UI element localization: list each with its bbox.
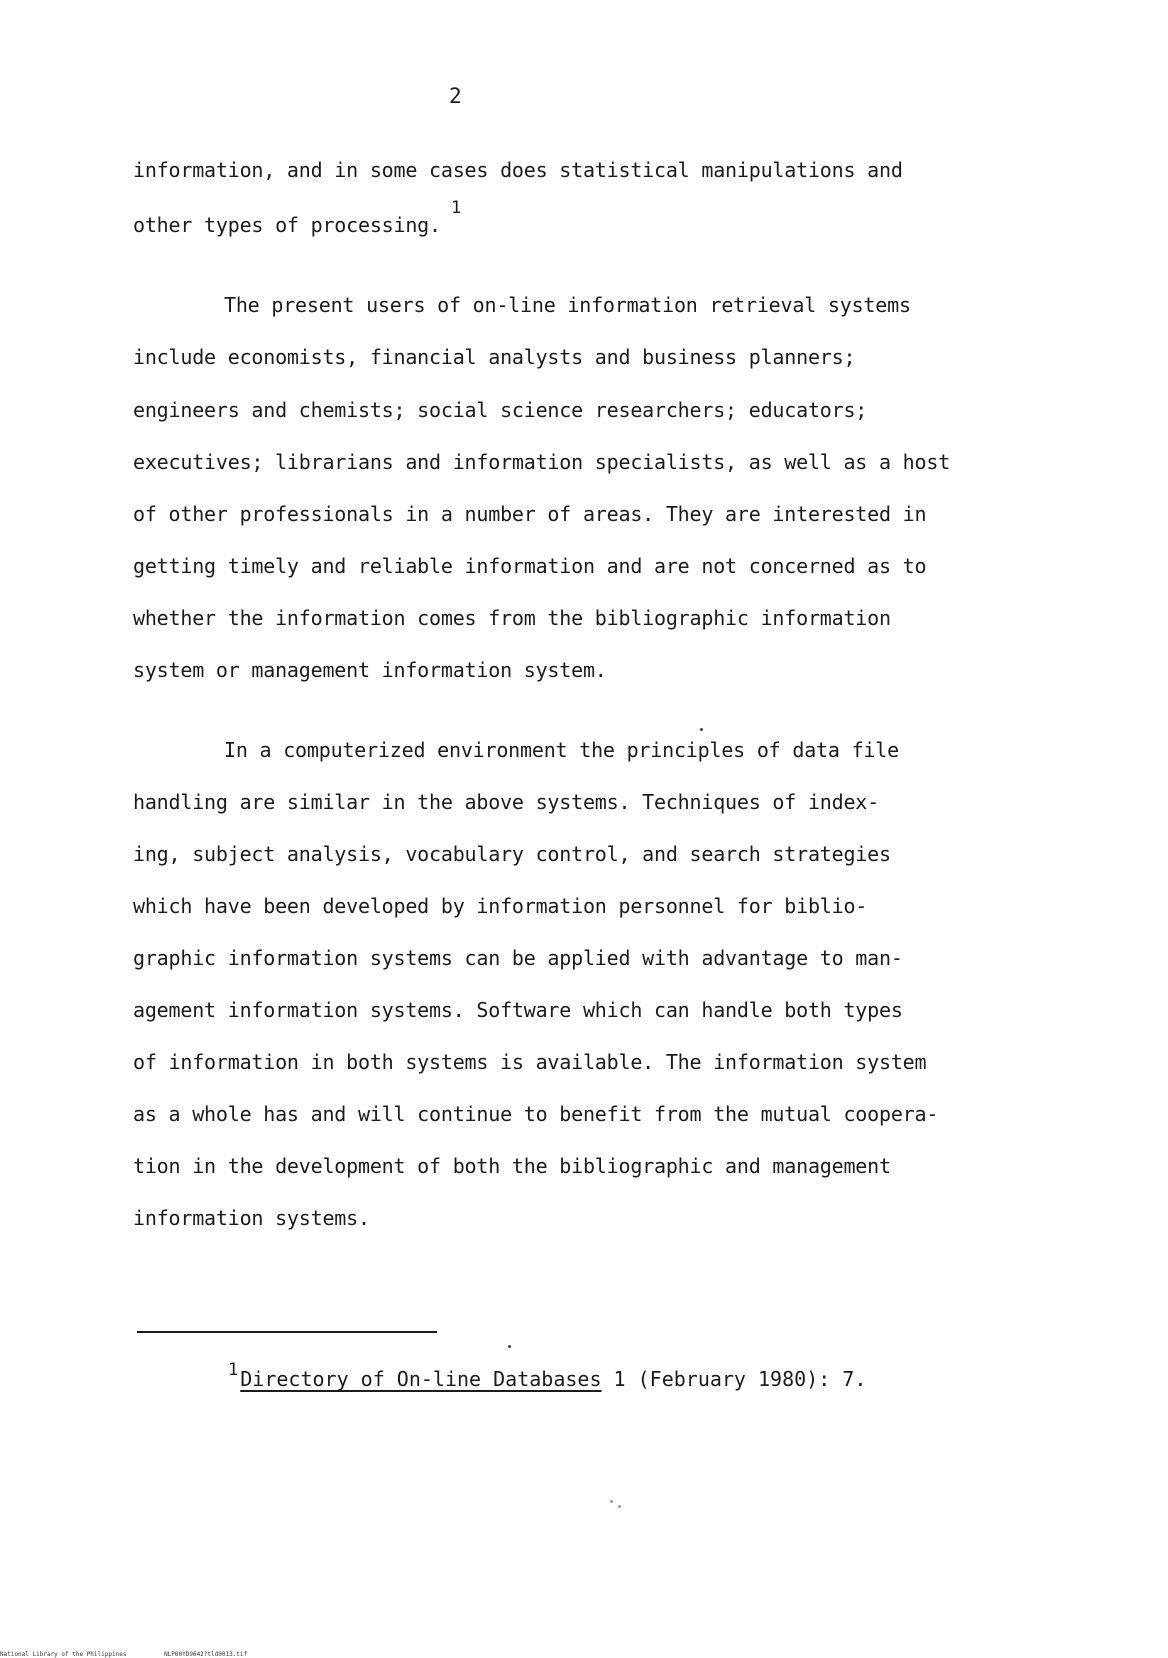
- footnote-divider: [137, 1331, 437, 1333]
- archive-institution: National Library of the Philippines: [0, 1651, 127, 1658]
- body-line: tion in the development of both the bibliographic and management: [133, 1154, 891, 1178]
- footnote: [228, 1360, 867, 1391]
- archive-file-id: NLP00YD9642?tld0013.tif: [164, 1651, 248, 1658]
- footnote-title: Directory of On-line Databases: [240, 1367, 602, 1391]
- body-line: of other professionals in a number of areas. They are interested in: [133, 502, 927, 526]
- body-line: agement information systems. Software which can handle both types: [133, 998, 903, 1022]
- scan-speck: [508, 1345, 511, 1348]
- body-line: other types of processing.: [133, 213, 441, 237]
- body-line: engineers and chemists; social science researchers; educators;: [133, 398, 868, 422]
- body-line: whether the information comes from the bibliographic information: [133, 606, 891, 630]
- body-line: executives; librarians and information specialists, as well as a host: [133, 450, 951, 474]
- body-line: information, and in some cases does statistical manipulations and: [133, 158, 903, 182]
- body-line: as a whole has and will continue to benefit from the mutual coopera-: [133, 1102, 939, 1126]
- body-line: ing, subject analysis, vocabulary control, and search strategies: [133, 842, 891, 866]
- footnote-marker: 1: [228, 1360, 239, 1380]
- body-line: of information in both systems is available. The information system: [133, 1050, 927, 1074]
- body-line: include economists, financial analysts and business planners;: [133, 345, 856, 369]
- footnote-reference: 1: [451, 198, 462, 218]
- scan-speck: [610, 1500, 613, 1503]
- scan-speck: [618, 1505, 621, 1508]
- scan-speck: [700, 728, 703, 731]
- body-line: handling are similar in the above systems. Techniques of index-: [133, 790, 879, 814]
- page-number: 2: [449, 84, 462, 108]
- archive-strip: [0, 1651, 600, 1658]
- body-line: graphic information systems can be applied with advantage to man-: [133, 946, 903, 970]
- body-line: The present users of on-line information retrieval systems: [224, 293, 911, 317]
- body-line: getting timely and reliable information and are not concerned as to: [133, 554, 927, 578]
- body-line: system or management information system.: [133, 658, 607, 682]
- body-line: information systems.: [133, 1206, 370, 1230]
- body-line: In a computerized environment the principles of data file: [224, 738, 899, 762]
- body-line: which have been developed by information personnel for biblio-: [133, 894, 868, 918]
- footnote-citation: 1 (February 1980): 7.: [601, 1367, 867, 1391]
